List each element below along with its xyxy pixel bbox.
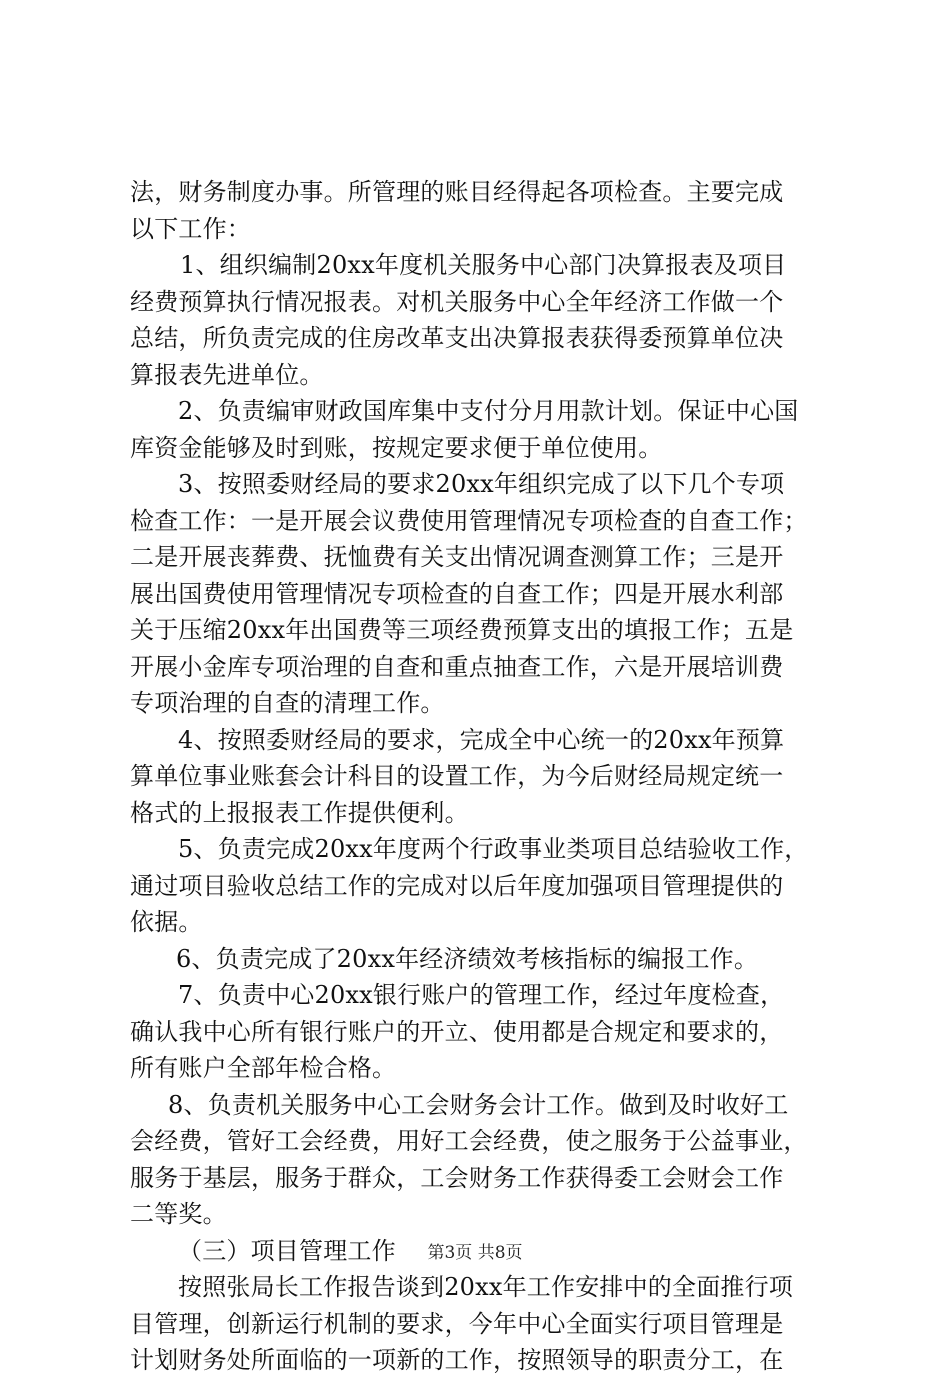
text-line: 二等奖。	[130, 1200, 227, 1228]
text-line: 依据。	[130, 908, 203, 936]
text-line: 按照张局长工作报告谈到20xx年工作安排中的全面推行项	[178, 1273, 794, 1301]
text-line: 检查工作：一是开展会议费使用管理情况专项检查的自查工作；	[130, 506, 808, 535]
text-line: 目管理，创新运行机制的要求，今年中心全面实行项目管理是	[130, 1309, 784, 1338]
text-line: 会经费，管好工会经费，用好工会经费，使之服务于公益事业，	[130, 1127, 808, 1155]
text-line: 以下工作：	[130, 214, 251, 243]
text-line: 关于压缩20xx年出国费等三项经费预算支出的填报工作；五是	[130, 616, 794, 644]
text-line: 服务于基层，服务于群众，工会财务工作获得委工会财会工作	[130, 1163, 784, 1192]
text-line: 计划财务处所面临的一项新的工作，按照领导的职责分工，在	[130, 1346, 784, 1374]
text-line: 经费预算执行情况报表。对机关服务中心全年经济工作做一个	[130, 287, 784, 316]
text-line: 开展小金库专项治理的自查和重点抽查工作，六是开展培训费	[130, 652, 784, 681]
text-line: 总结，所负责完成的住房改革支出决算报表获得委预算单位决	[130, 324, 784, 352]
text-line: （三）项目管理工作	[178, 1236, 396, 1265]
text-line: 所有账户全部年检合格。	[130, 1054, 397, 1082]
text-line: 法，财务制度办事。所管理的账目经得起各项检查。主要完成	[130, 178, 784, 206]
text-line: 5、负责完成20xx年度两个行政事业类项目总结验收工作，	[178, 835, 809, 863]
text-line: 2、负责编审财政国库集中支付分月用款计划。保证中心国	[178, 397, 799, 425]
text-line: 二是开展丧葬费、抚恤费有关支出情况调查测算工作；三是开	[130, 543, 784, 571]
text-line: 8、负责机关服务中心工会财务会计工作。做到及时收好工	[168, 1090, 789, 1119]
text-line: 专项治理的自查的清理工作。	[130, 689, 445, 717]
text-line: 算单位事业账套会计科目的设置工作，为今后财经局规定统一	[130, 762, 784, 790]
text-line: 通过项目验收总结工作的完成对以后年度加强项目管理提供的	[130, 871, 784, 900]
text-line: 确认我中心所有银行账户的开立、使用都是合规定和要求的，	[130, 1017, 784, 1046]
text-line: 6、负责完成了20xx年经济绩效考核指标的编报工作。	[176, 944, 759, 973]
text-line: 库资金能够及时到账，按规定要求便于单位使用。	[130, 433, 663, 462]
text-line: 3、按照委财经局的要求20xx年组织完成了以下几个专项	[178, 470, 785, 498]
text-line: 1、组织编制20xx年度机关服务中心部门决算报表及项目	[180, 251, 787, 279]
document-body	[130, 174, 832, 1379]
text-line: 算报表先进单位。	[130, 360, 324, 389]
text-line: 格式的上报报表工作提供便利。	[130, 798, 469, 827]
text-line: 展出国费使用管理情况专项检查的自查工作；四是开展水利部	[130, 579, 784, 608]
page-footer: 第3页 共8页	[427, 1243, 523, 1263]
text-line: 7、负责中心20xx银行账户的管理工作，经过年度检查，	[178, 981, 785, 1009]
text-line: 4、按照委财经局的要求，完成全中心统一的20xx年预算	[178, 725, 785, 754]
